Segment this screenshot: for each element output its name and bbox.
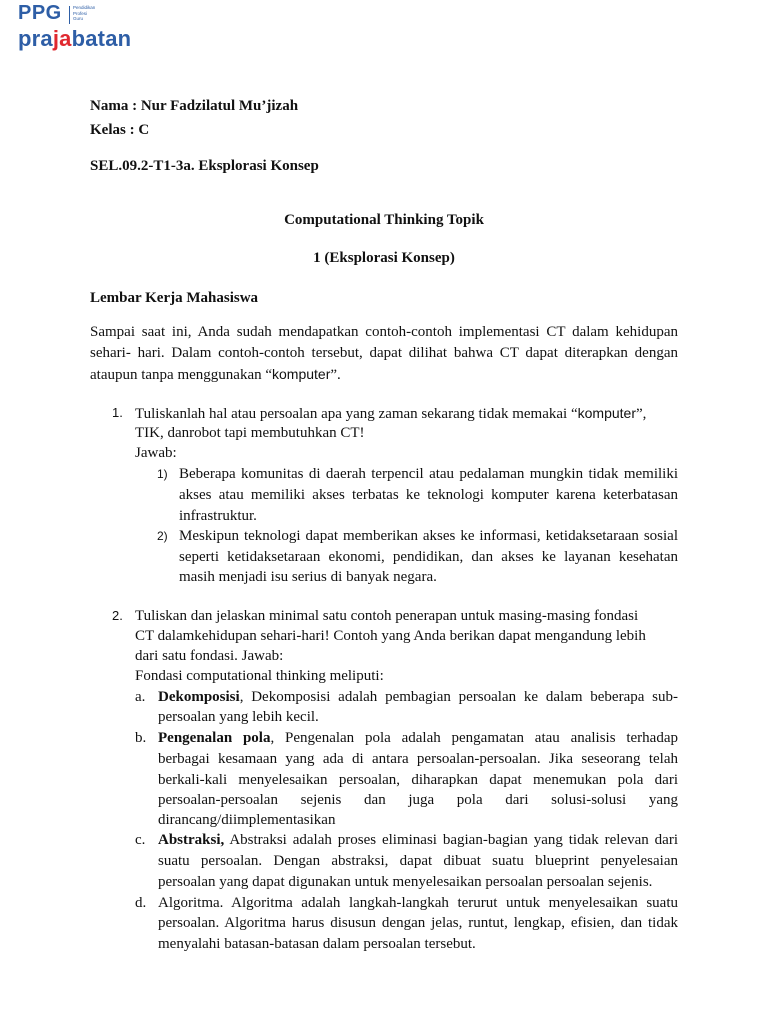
item-line: persoalan yang lebih kecil. bbox=[158, 709, 319, 725]
question-line bbox=[135, 403, 646, 424]
section-heading: Lembar Kerja Mahasiswa bbox=[90, 290, 259, 306]
question-number: 1. bbox=[112, 405, 123, 420]
question-line: Fondasi computational thinking meliputi: bbox=[135, 668, 384, 684]
item-line: persoalan. Algoritma harus disusun dengan jelas, runtut, lengkap, efisien, dan tidak bbox=[158, 915, 678, 931]
logo-subtitle bbox=[73, 5, 95, 22]
answer-number: 2) bbox=[157, 529, 168, 543]
logo-divider bbox=[69, 6, 70, 24]
question-text: ”, bbox=[635, 406, 647, 422]
item-line: berbagai kesamaan yang ada di antara persoalan-persoalan. Jika seseorang telah bbox=[158, 751, 678, 767]
item-text: Abstraksi adalah proses eliminasi bagian-bagian yang tidak relevan dari bbox=[224, 832, 678, 848]
item-text: , Pengenalan pola adalah pengamatan atau analisis terhadap bbox=[270, 730, 678, 746]
logo-batan: batan bbox=[71, 26, 132, 51]
intro-line: Sampai saat ini, Anda sudah mendapatkan contoh-contoh implementasi CT dalam kehidupan bbox=[90, 324, 678, 340]
intro-keyword: komputer bbox=[272, 366, 331, 382]
answer-line: seperti ketidaksetaraan ekonomi, pendidikan, dan akses ke layanan kesehatan bbox=[179, 549, 678, 565]
answer-line: akses atau memiliki akses terbatas ke teknologi komputer karena keterbatasan bbox=[179, 487, 678, 503]
question-line: CT dalamkehidupan sehari-hari! Contoh yang Anda berikan dapat mengandung lebih bbox=[135, 628, 646, 644]
question-line: dari satu fondasi. Jawab: bbox=[135, 648, 284, 664]
item-marker: c. bbox=[135, 832, 146, 848]
answer-line: infrastruktur. bbox=[179, 508, 257, 524]
question-number: 2. bbox=[112, 608, 123, 623]
logo-sub-line: Guru bbox=[73, 16, 84, 21]
intro-line bbox=[90, 364, 341, 385]
item-marker: d. bbox=[135, 895, 147, 911]
question-keyword: komputer bbox=[577, 405, 636, 421]
item-line bbox=[158, 830, 678, 850]
item-line: suatu persoalan. Dengan abstraksi, dapat dibuat suatu blueprint penyelesaian bbox=[158, 853, 678, 869]
logo-sub-line: Pendidikan bbox=[73, 5, 96, 10]
question-line: TIK, danrobot tapi membutuhkan CT! bbox=[135, 425, 365, 441]
item-line: persoalan-persoalan sejenis dan juga pola dari solusi-solusi yang bbox=[158, 792, 678, 808]
intro-line: sehari- hari. Dalam contoh-contoh tersebut, dapat dilihat bahwa CT dapat diterapkan dengan bbox=[90, 345, 678, 361]
student-name: Nama : Nur Fadzilatul Mu’jizah bbox=[90, 98, 299, 114]
item-marker: a. bbox=[135, 689, 146, 705]
logo-pra: pra bbox=[18, 26, 53, 51]
doc-title: Computational Thinking Topik bbox=[284, 212, 484, 228]
item-line bbox=[158, 687, 678, 707]
answer-line: masih menjadi isu serius di banyak negara. bbox=[179, 569, 437, 585]
logo-sub-line: Profesi bbox=[73, 10, 88, 16]
answer-number: 1) bbox=[157, 467, 168, 481]
logo-prajabatan bbox=[18, 26, 131, 52]
item-marker: b. bbox=[135, 730, 147, 746]
question-line: Tuliskan dan jelaskan minimal satu contoh penerapan untuk masing-masing fondasi bbox=[135, 608, 639, 624]
item-term: Dekomposisi bbox=[158, 689, 240, 705]
question-text: Tuliskanlah hal atau persoalan apa yang zaman sekarang tidak memakai “ bbox=[135, 406, 578, 422]
item-line: berkali-kali menyelesaikan persoalan, diharapkan dapat menemukan pola dari bbox=[158, 772, 678, 788]
answer-line: Beberapa komunitas di daerah terpencil atau pedalaman mungkin tidak memiliki bbox=[179, 466, 678, 482]
answer-line: Meskipun teknologi dapat memberikan akses ke informasi, ketidaksetaraan sosial bbox=[179, 528, 678, 544]
item-line: dirancang/diimplementasikan bbox=[158, 812, 336, 828]
student-class: Kelas : C bbox=[90, 122, 150, 138]
assignment-code: SEL.09.2-T1-3a. Eksplorasi Konsep bbox=[90, 158, 319, 174]
item-line: Algoritma. Algoritma adalah langkah-langkah terurut untuk menyelesaikan suatu bbox=[158, 895, 678, 911]
logo-jabatan-accent: ja bbox=[52, 26, 72, 51]
item-line: persoalan yang dapat digunakan untuk menyelesaikan persoalan persoalan sejenis. bbox=[158, 874, 653, 890]
item-term: Pengenalan pola bbox=[158, 730, 271, 746]
item-term: Abstraksi, bbox=[158, 832, 225, 848]
item-line: menyalahi batasan-batasan dalam persoalan tersebut. bbox=[158, 936, 476, 952]
item-text: , Dekomposisi adalah pembagian persoalan ke dalam beberapa sub- bbox=[239, 689, 678, 705]
intro-text: ”. bbox=[330, 367, 341, 383]
item-line bbox=[158, 728, 678, 748]
doc-subtitle: 1 (Eksplorasi Konsep) bbox=[313, 250, 455, 266]
logo-ppg-text: PPG bbox=[18, 2, 62, 24]
answer-label: Jawab: bbox=[135, 445, 177, 461]
intro-text: ataupun tanpa menggunakan “ bbox=[90, 367, 273, 383]
